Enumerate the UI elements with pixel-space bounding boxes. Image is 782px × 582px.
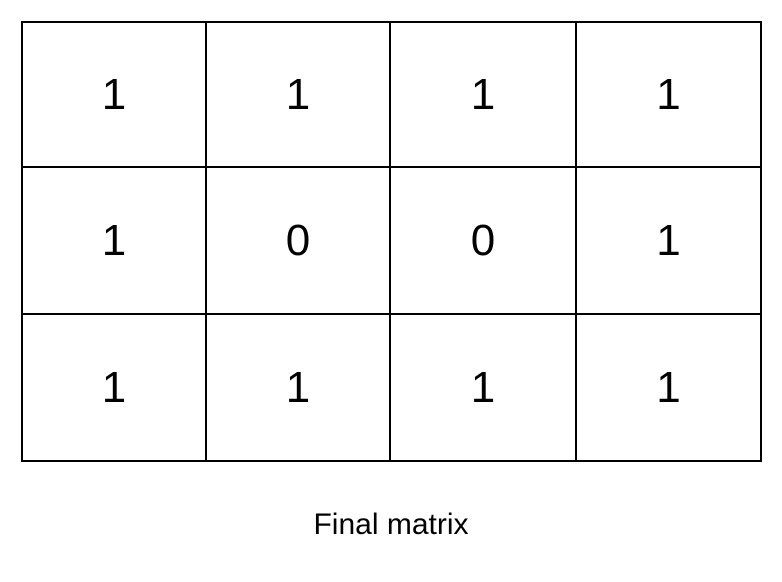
matrix-cell-r2-c0: 1	[23, 315, 207, 460]
matrix-cell-r2-c1: 1	[207, 315, 391, 460]
matrix-cell-r2-c3: 1	[656, 362, 681, 412]
matrix-caption: Final matrix	[313, 508, 469, 541]
matrix-cell-r0-c0: 1	[23, 23, 207, 168]
matrix-cell-r0-c1: 1	[207, 23, 391, 168]
matrix-cell-r1-c2: 0	[391, 168, 577, 315]
matrix-cell-r1-c1: 0	[207, 168, 391, 315]
matrix-cell-r2-c2: 1	[391, 315, 577, 460]
matrix-cell-r1-c3: 1	[577, 168, 760, 315]
matrix-cell-r1-c0: 1	[23, 168, 207, 315]
matrix-cell-r0-c2: 1	[391, 23, 577, 168]
matrix-cell-r0-c3: 1	[577, 23, 760, 168]
final-matrix-grid	[21, 21, 762, 462]
